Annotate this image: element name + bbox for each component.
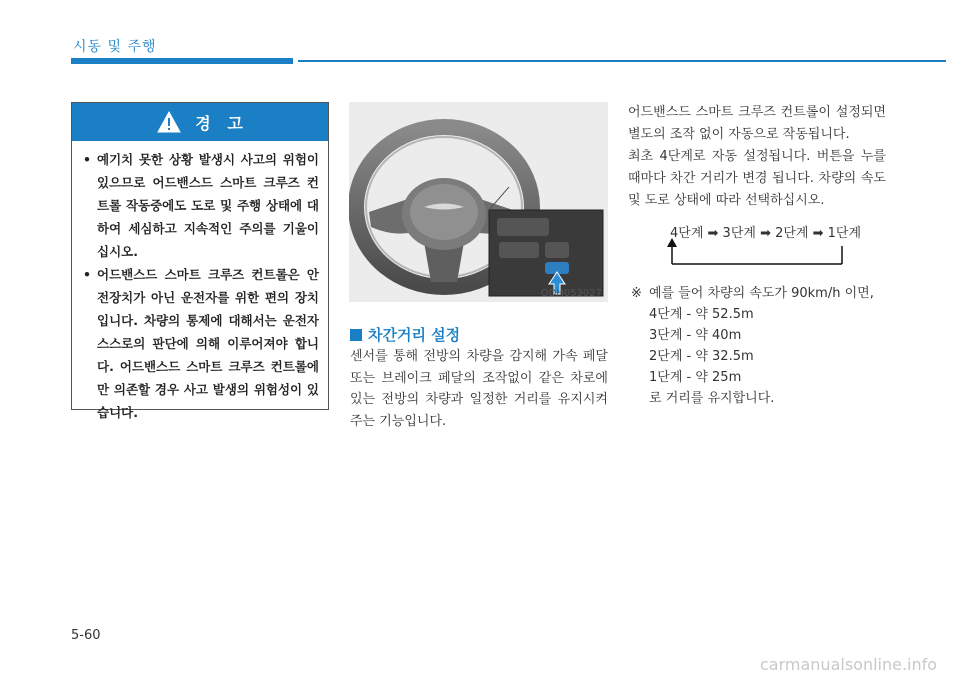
paragraph: 최초 4단계로 자동 설정됩니다. 버튼을 누를 때마다 차간 거리가 변경 됩니다. 차량의 속도 및 도로 상태에 따라 선택하십시오. [628, 149, 886, 208]
note-line: 3단계 - 약 40m [649, 328, 742, 343]
steering-wheel-illustration [349, 102, 608, 302]
step-sequence: 4단계 ➡ 3단계 ➡ 2단계 ➡ 1단계 [670, 226, 862, 241]
note-line: 4단계 - 약 52.5m [649, 307, 754, 322]
note-line: 로 거리를 유지합니다. [649, 391, 775, 406]
right-column-text [628, 102, 886, 212]
paragraph: 어드밴스드 스마트 크루즈 컨트롤이 설정되면 별도의 조작 없이 자동으로 작동됩니다. [628, 105, 886, 142]
note-mark: ※ [631, 286, 642, 301]
warning-list [72, 141, 328, 424]
figure-code: ODH053027 [540, 288, 602, 299]
warning-title: 경 고 [195, 113, 243, 133]
section-body: 센서를 통해 전방의 차량을 감지해 가속 페달 또는 브레이크 페달의 조작없이 같은 차로에 있는 전방의 차량과 일정한 거리를 유지시켜 주는 기능입니다. [350, 349, 608, 429]
section-heading-text: 차간거리 설정 [368, 326, 461, 344]
note-line: 2단계 - 약 32.5m [649, 349, 754, 364]
warning-triangle-icon [157, 111, 181, 133]
note-line: 1단계 - 약 25m [649, 370, 742, 385]
warning-box [71, 102, 329, 420]
square-bullet-icon [350, 329, 362, 341]
warning-header [72, 103, 328, 141]
section-heading [350, 324, 460, 345]
example-note [631, 283, 874, 409]
page-number: 5-60 [71, 628, 101, 643]
warning-item: • 예기치 못한 상황 발생시 사고의 위험이 있으므로 어드밴스드 스마트 크루즈 컨트롤 작동중에도 도로 및 주행 상태에 대하여 세심하고 지속적인 주의를 기울이십시오. [81, 148, 319, 263]
header-rule [298, 60, 946, 62]
steering-wheel-figure [349, 102, 608, 302]
warning-item: • 어드밴스드 스마트 크루즈 컨트롤은 안전장치가 아닌 운전자를 위한 편의 장치입니다. 차량의 통제에 대해서는 운전자 스스로의 판단에 의해 이루어져야 합니다. 어드밴스드 스마트 크루즈 컨트롤에 만 의존할 경우 사고 발생의 위험성이 있습니다. [81, 263, 319, 424]
loop-back-arrow-icon [660, 236, 860, 266]
section-title: 시동 및 주행 [73, 39, 157, 55]
header-bar-accent [71, 58, 293, 64]
note-intro: 예를 들어 차량의 속도가 90km/h 이면, [649, 286, 874, 301]
watermark: carmanualsonline.info [760, 655, 938, 674]
